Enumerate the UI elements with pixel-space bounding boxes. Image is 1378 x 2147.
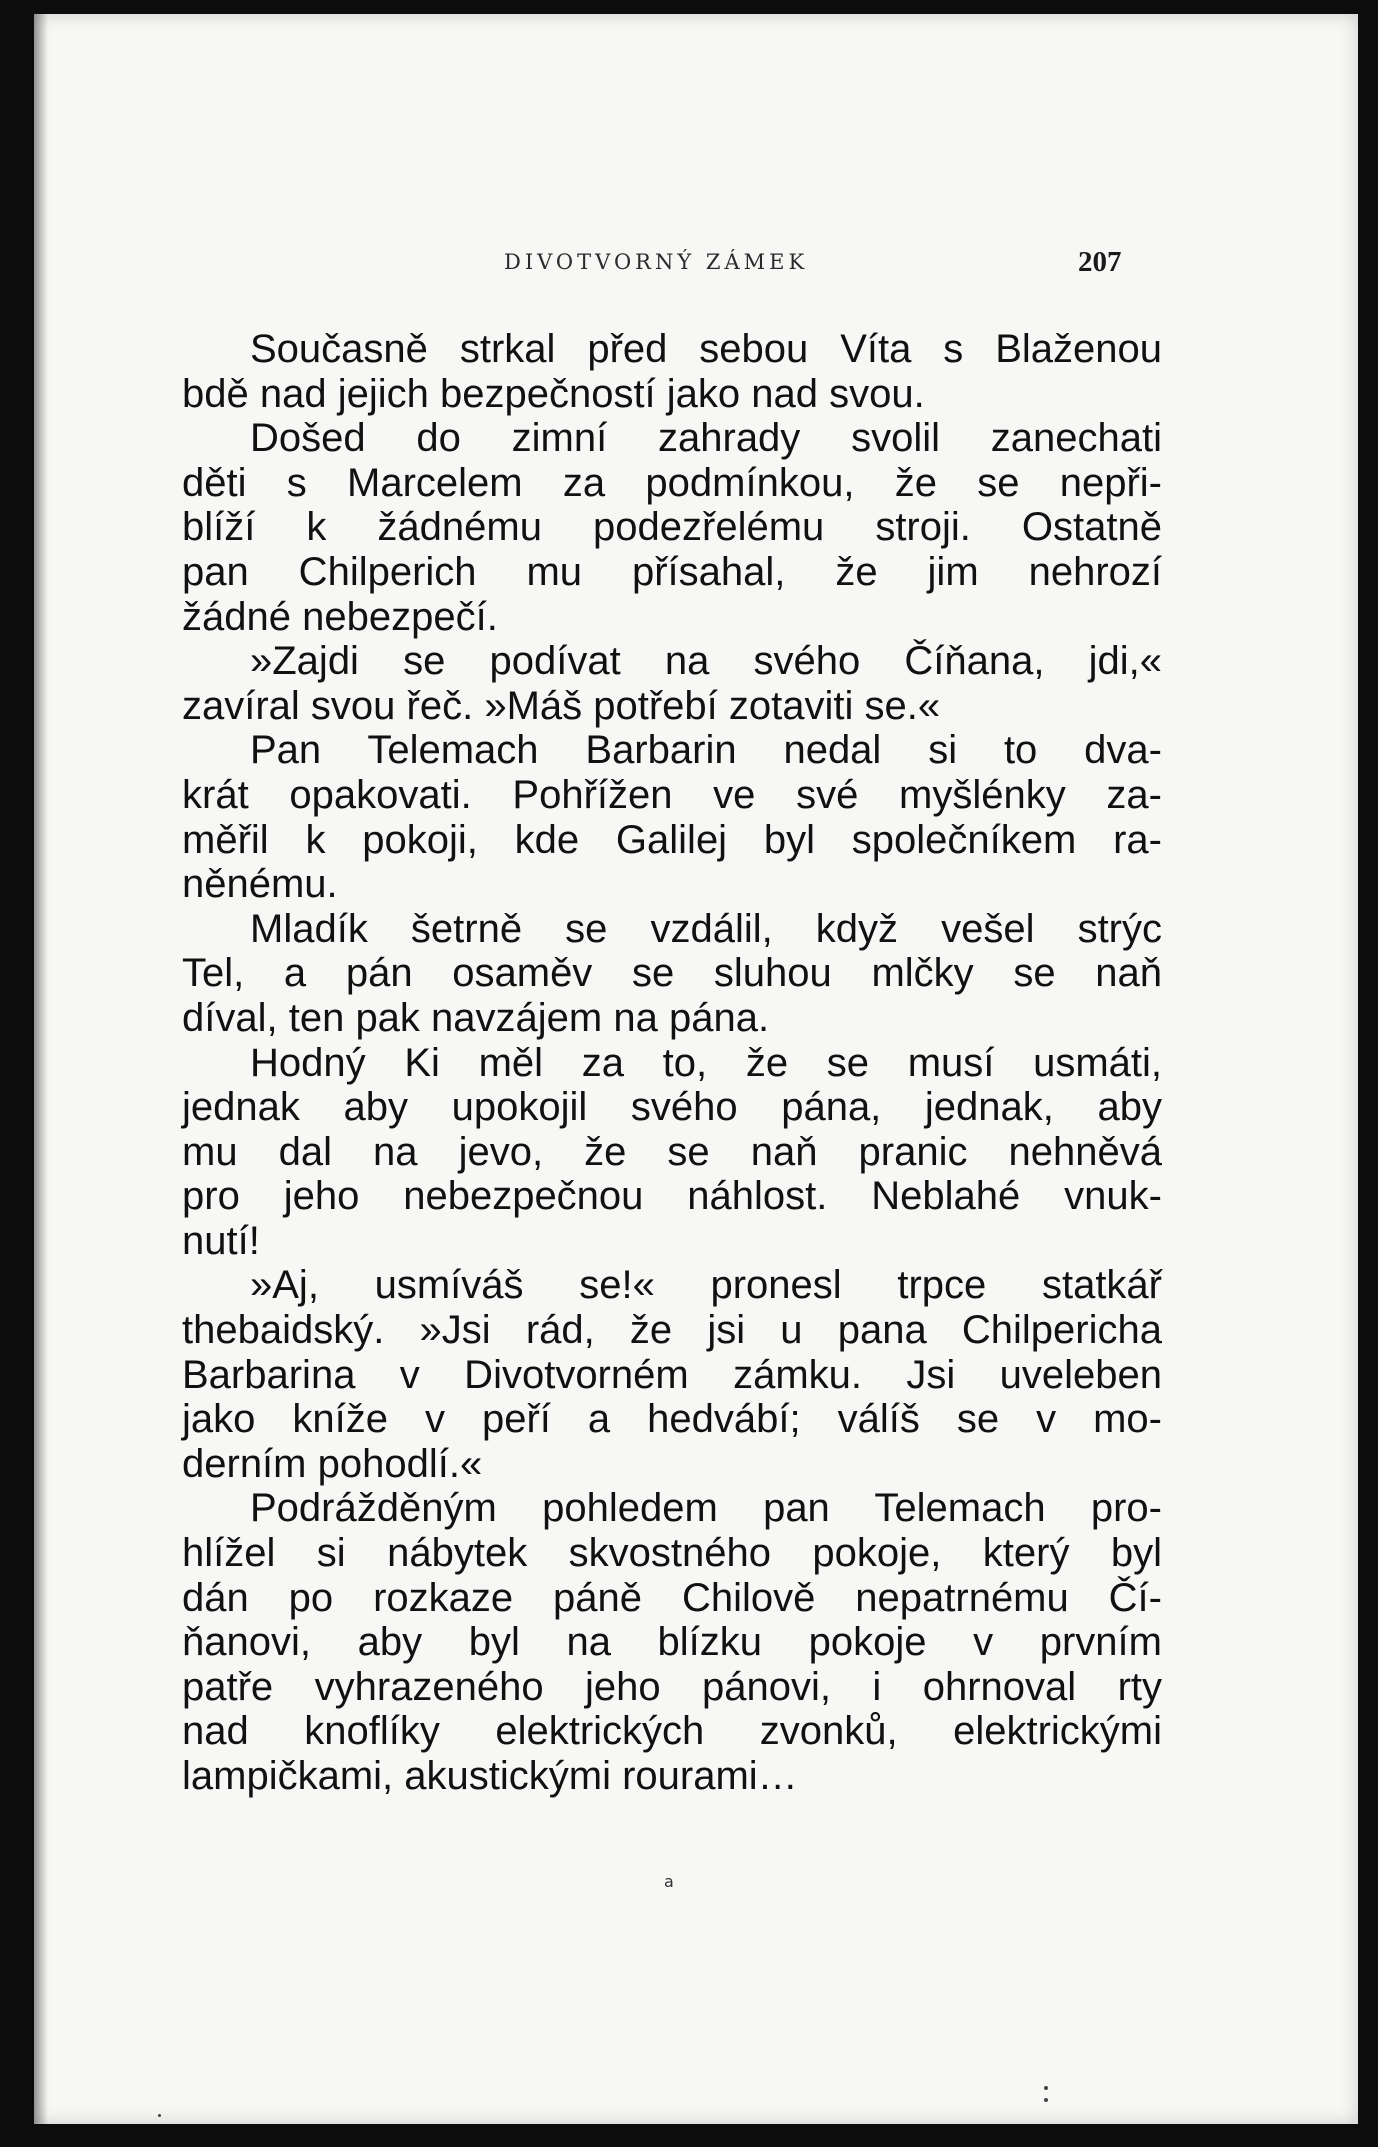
body-text (182, 327, 1162, 1799)
page-number: 207 (1078, 246, 1122, 278)
text-line: hlížel si nábytek skvostného pokoje, který byl (182, 1531, 1162, 1576)
text-line: Hodný Ki měl za to, že se musí usmáti, (250, 1040, 1162, 1085)
text-line: díval, ten pak navzájem na pána. (182, 995, 770, 1040)
text-line: Barbarina v Divotvorném zámku. Jsi uveleben (182, 1352, 1162, 1397)
paragraph (182, 416, 1162, 639)
text-line: jako kníže v peří a hedvábí; válíš se v mo- (182, 1397, 1162, 1442)
paragraph (182, 327, 1162, 416)
paragraph (182, 907, 1162, 1041)
paragraph (182, 639, 1162, 728)
running-title: DIVOTVORNÝ ZÁMEK (504, 250, 809, 274)
paragraph (182, 1486, 1162, 1798)
text-line: něnému. (182, 862, 338, 907)
text-line: blíží k žádnému podezřelému stroji. Ostatně (182, 505, 1162, 550)
text-line: jednak aby upokojil svého pána, jednak, aby (182, 1085, 1162, 1130)
footer-mark: a (664, 1872, 674, 1891)
text-line: nad knoflíky elektrických zvonků, elektrickými (182, 1709, 1162, 1754)
text-line: krát opakovati. Pohřížen ve své myšlénky za- (182, 772, 1162, 817)
text-line: lampičkami, akustickými rourami… (182, 1754, 798, 1798)
text-line: pan Chilperich mu přísahal, že jim nehrozí (182, 549, 1162, 594)
text-line: Podrážděným pohledem pan Telemach pro- (250, 1486, 1162, 1531)
text-line: Tel, a pán osaměv se sluhou mlčky se naň (182, 951, 1162, 996)
text-line: ňanovi, aby byl na blízku pokoje v prvním (182, 1620, 1162, 1665)
page-header (34, 246, 1358, 286)
book-page (34, 14, 1358, 2124)
text-line: zavíral svou řeč. »Máš potřebí zotaviti se.« (182, 683, 941, 728)
text-line: thebaidský. »Jsi rád, že jsi u pana Chilpericha (182, 1308, 1162, 1353)
text-line: Došed do zimní zahrady svolil zanechati (250, 416, 1162, 461)
text-line: Mladík šetrně se vzdálil, když vešel strýc (250, 906, 1162, 951)
text-line: bdě nad jejich bezpečností jako nad svou. (182, 371, 925, 416)
paragraph (182, 1041, 1162, 1264)
text-line: žádné nebezpečí. (182, 594, 498, 639)
text-line: nutí! (182, 1218, 260, 1263)
ink-speck (1044, 2086, 1048, 2090)
page-gutter-shadow (34, 14, 48, 2124)
text-line: mu dal na jevo, že se naň pranic nehněvá (182, 1129, 1162, 1174)
text-line: dán po rozkaze páně Chilově nepatrnému Čí- (182, 1575, 1162, 1620)
text-line: Pan Telemach Barbarin nedal si to dva- (250, 728, 1162, 773)
text-line: děti s Marcelem za podmínkou, že se nepři- (182, 460, 1162, 505)
text-line: Současně strkal před sebou Víta s Blaženou (250, 327, 1162, 371)
text-line: »Zajdi se podívat na svého Číňana, jdi,« (250, 639, 1162, 684)
text-line: derním pohodlí.« (182, 1441, 483, 1486)
ink-speck (1044, 2098, 1048, 2102)
text-line: »Aj, usmíváš se!« pronesl trpce statkář (250, 1263, 1162, 1308)
ink-speck (158, 2114, 161, 2117)
text-line: pro jeho nebezpečnou náhlost. Neblahé vnuk- (182, 1174, 1162, 1219)
paragraph (182, 728, 1162, 906)
paragraph (182, 1263, 1162, 1486)
text-line: patře vyhrazeného jeho pánovi, i ohrnoval rty (182, 1664, 1162, 1709)
text-line: měřil k pokoji, kde Galilej byl společníkem ra- (182, 817, 1162, 862)
